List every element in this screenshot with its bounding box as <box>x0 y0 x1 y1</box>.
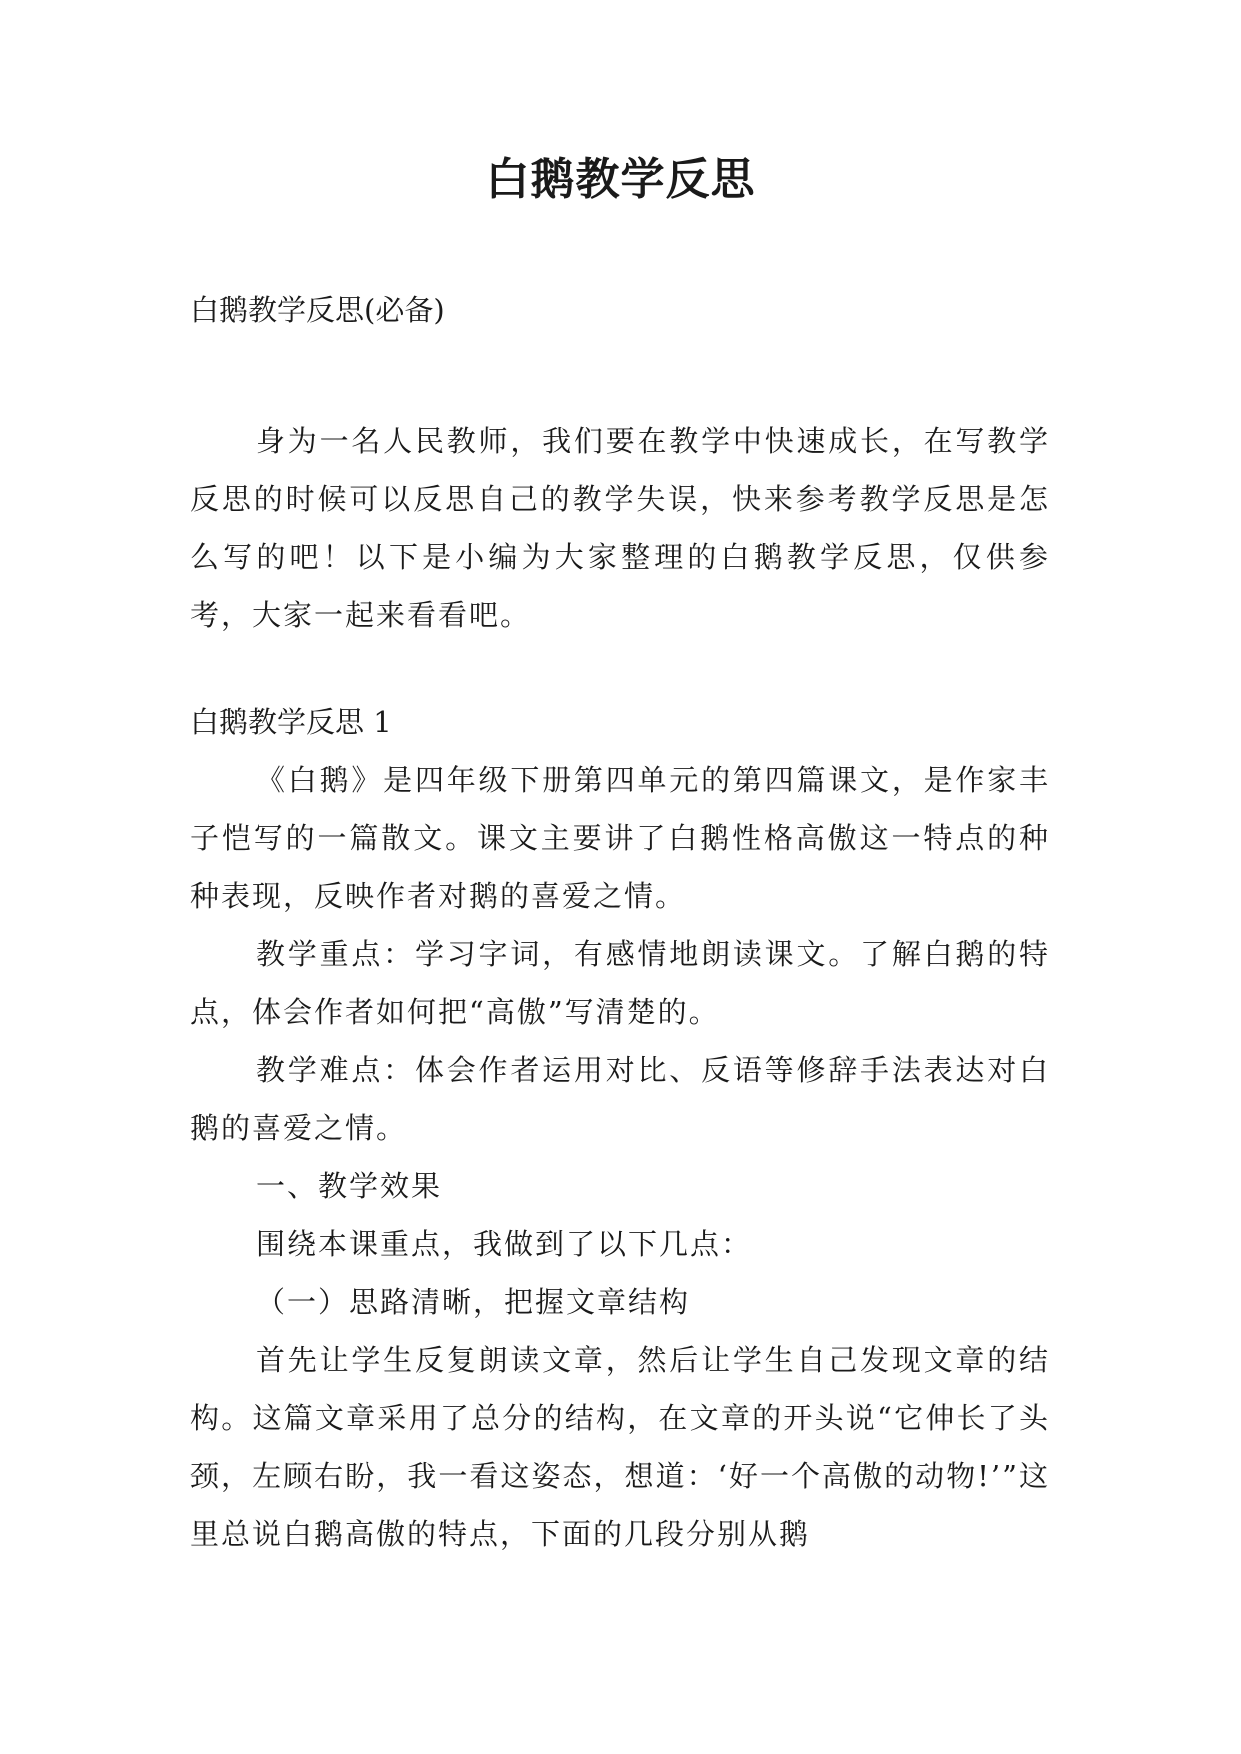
body-paragraph: 围绕本课重点，我做到了以下几点： <box>256 1227 753 1261</box>
document-subtitle: 白鹅教学反思(必备) <box>190 293 445 327</box>
body-paragraph: 《白鹅》是四年级下册第四单元的第四篇课文，是作家丰子恺写的一篇散文。课文主要讲了白鹅性格高傲这一特点的种种表现，反映作者对鹅的喜爱之情。 <box>190 763 1050 913</box>
section-heading: 白鹅教学反思 1 <box>190 705 392 739</box>
body-paragraph: 教学难点：体会作者运用对比、反语等修辞手法表达对白鹅的喜爱之情。 <box>190 1053 1050 1145</box>
section-body <box>190 751 1050 1563</box>
document-title: 白鹅教学反思 <box>485 154 756 205</box>
body-paragraph: 一、教学效果 <box>256 1169 443 1203</box>
body-paragraph: （一）思路清晰，把握文章结构 <box>256 1285 691 1319</box>
body-paragraph: 首先让学生反复朗读文章，然后让学生自己发现文章的结构。这篇文章采用了总分的结构，在文章的开头说“它伸长了头颈，左顾右盼，我一看这姿态，想道：‘好一个高傲的动物!’”这里总说白鹅高傲的特点，下面的几段分别从鹅 <box>190 1343 1050 1551</box>
intro-paragraph: 身为一名人民教师，我们要在教学中快速成长，在写教学反思的时候可以反思自己的教学失误，快来参考教学反思是怎么写的吧！以下是小编为大家整理的白鹅教学反思，仅供参考，大家一起来看看吧。 <box>190 424 1050 632</box>
body-paragraph: 教学重点：学习字词，有感情地朗读课文。了解白鹅的特点，体会作者如何把“高傲”写清楚的。 <box>190 937 1050 1029</box>
